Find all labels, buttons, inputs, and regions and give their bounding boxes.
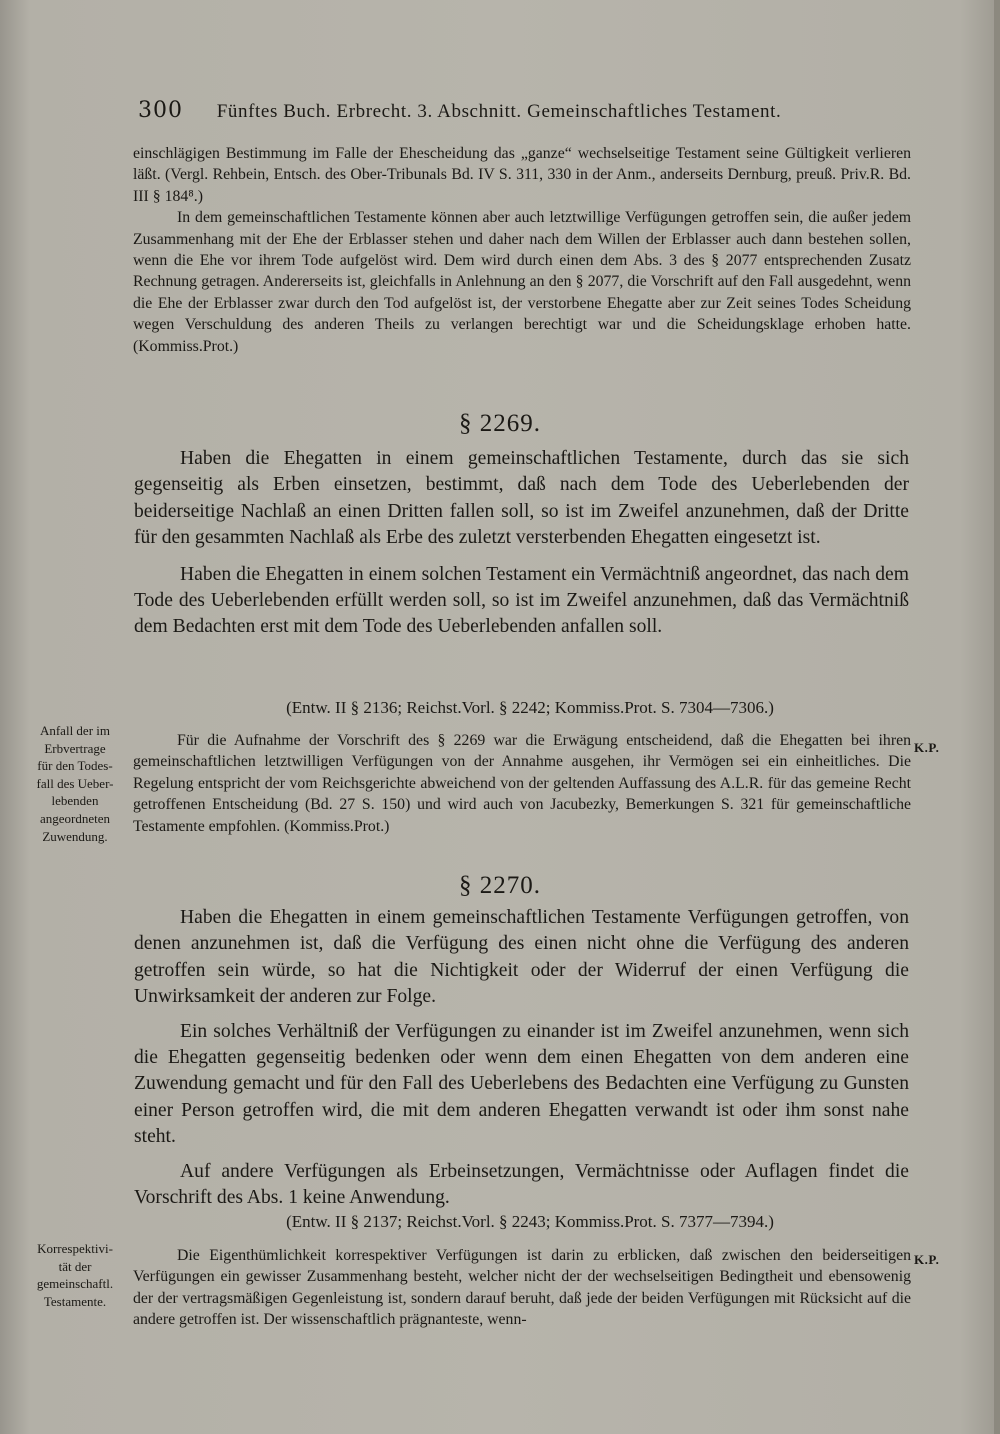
section-heading-2270: § 2270.	[459, 872, 541, 899]
section-heading-2269: § 2269.	[459, 410, 541, 437]
intro-paragraph-1: einschlägigen Bestimmung im Falle der Ehescheidung das „ganze“ wechselseitige Testament seine Gültigkeit verlieren läßt. (Vergl. Rehbein, Entsch. des Ober-Tribunals Bd. IV S. 311, 330 in der Anm., anderseits Dernburg, preuß. Priv.R. Bd. III § 184⁸.)	[133, 145, 911, 205]
running-header	[138, 98, 818, 123]
section-2269-reference: (Entw. II § 2136; Reichst.Vorl. § 2242; Kommiss.Prot. S. 7304—7306.)	[286, 698, 774, 717]
section-2269-paragraph-2: Haben die Ehegatten in einem solchen Testament ein Vermächtniß angeordnet, das nach dem Tode des Ueberlebenden erfüllt werden soll, so ist im Zweifel anzunehmen, daß das Vermächtniß dem Bedachten erst mit dem Tode des Ueberlebenden anfallen soll.	[134, 563, 909, 638]
margin-note-2270: Korrespektivi- tät der gemeinschaftl. Testamente.	[36, 1241, 114, 1309]
section-2270-reference: (Entw. II § 2137; Reichst.Vorl. § 2243; Kommiss.Prot. S. 7377—7394.)	[286, 1212, 774, 1231]
section-2269-commentary: Für die Aufnahme der Vorschrift des § 2269 war die Erwägung entscheidend, daß die Ehegatten bei ihren gemeinschaftlichen letztwilligen Verfügungen von der Annahme ausgehen, ihr Vermögen sei ein einheitliches. Die Regelung entspricht der vom Reichsgerichte abweichend von der geltenden Auffassung des A.L.R. für das gemeine Recht getroffenen Entscheidung (Bd. 27 S. 150) und wird auch von Jacubezky, Bemerkungen S. 321 für gemeinschaftliche Testamente empfohlen. (Kommiss.Prot.)	[133, 732, 911, 835]
running-title: Fünftes Buch. Erbrecht. 3. Abschnitt. Gemeinschaftliches Testament.	[216, 101, 782, 122]
section-2270-paragraph-1: Haben die Ehegatten in einem gemeinschaftlichen Testamente Verfügungen getroffen, von denen anzunehmen ist, daß die Verfügung des einen nicht ohne die Verfügung des anderen getroffen sein würde, so hat die Nichtigkeit oder der Widerruf der einen Verfügung die Unwirksamkeit der anderen zur Folge.	[134, 907, 909, 1008]
section-2270-commentary: Die Eigenthümlichkeit korrespektiver Verfügungen ist darin zu erblicken, daß zwischen den beiderseitigen Verfügungen ein gewisser Zusammenhang besteht, welcher nicht der der wechselseitigen Bedingtheit und ebensowenig der der vertragsmäßigen Gegenleistung ist, sondern darauf beruht, daß jede der beiden Verfügungen mit Rücksicht auf die andere getroffen ist. Der wissenschaftlich prägnanteste, wenn-	[133, 1247, 911, 1329]
section-2270-body	[134, 905, 909, 1211]
kp-mark-2270: K.P.	[914, 1252, 940, 1267]
page-number: 300	[138, 98, 183, 123]
section-2269-paragraph-1: Haben die Ehegatten in einem gemeinschaftlichen Testamente, durch das sie sich gegenseitig als Erben einsetzen, bestimmt, daß nach dem Tode des Ueberlebenden der beiderseitige Nachlaß an einen Dritten fallen soll, so ist im Zweifel anzunehmen, daß der Dritte für den gesammten Nachlaß als Erbe des zuletzt versterbenden Ehegatten eingesetzt ist.	[134, 448, 909, 549]
section-2270-paragraph-2: Ein solches Verhältniß der Verfügungen zu einander ist im Zweifel anzunehmen, wenn sich die Ehegatten gegenseitig bedenken oder wenn dem einen Ehegatten von dem anderen eine Zuwendung gemacht und für den Fall des Ueberlebens des Bedachten eine Verfügung zu Gunsten einer Person getroffen wird, die mit dem anderen Ehegatten verwandt ist oder ihm sonst nahe steht.	[134, 1020, 909, 1148]
kp-mark-2269: K.P.	[914, 740, 940, 755]
intro-paragraph-2: In dem gemeinschaftlichen Testamente können aber auch letztwillige Verfügungen getroffen sein, die außer jedem Zusammenhang mit der Ehe der Erblasser stehen und daher nach dem Willen der Erblasser auch dann bestehen sollen, wenn die Ehe vor ihrem Tode aufgelöst wird. Dem wird durch einen dem Abs. 3 des § 2077 entsprechenden Zusatz Rechnung getragen. Andererseits ist, gleichfalls in Anlehnung an den § 2077, die Vorschrift auf den Fall ausgedehnt, wenn die Ehe der Erblasser zwar durch den Tod aufgelöst ist, der verstorbene Ehegatte aber zur Zeit seines Todes Scheidung wegen Verschuldung des anderen Theils zu verlangen berechtigt war und die Scheidungsklage erhoben hatte. (Kommiss.Prot.)	[133, 209, 911, 355]
section-2270-paragraph-3: Auf andere Verfügungen als Erbeinsetzungen, Vermächtnisse oder Auflagen findet die Vorschrift des Abs. 1 keine Anwendung.	[134, 1160, 909, 1209]
intro-text	[133, 143, 911, 357]
section-2269-body	[134, 446, 909, 641]
margin-note-2269: Anfall der im Erbvertrage für den Todes- fall des Ueber- lebenden angeordneten Zuwendung.	[36, 723, 114, 844]
